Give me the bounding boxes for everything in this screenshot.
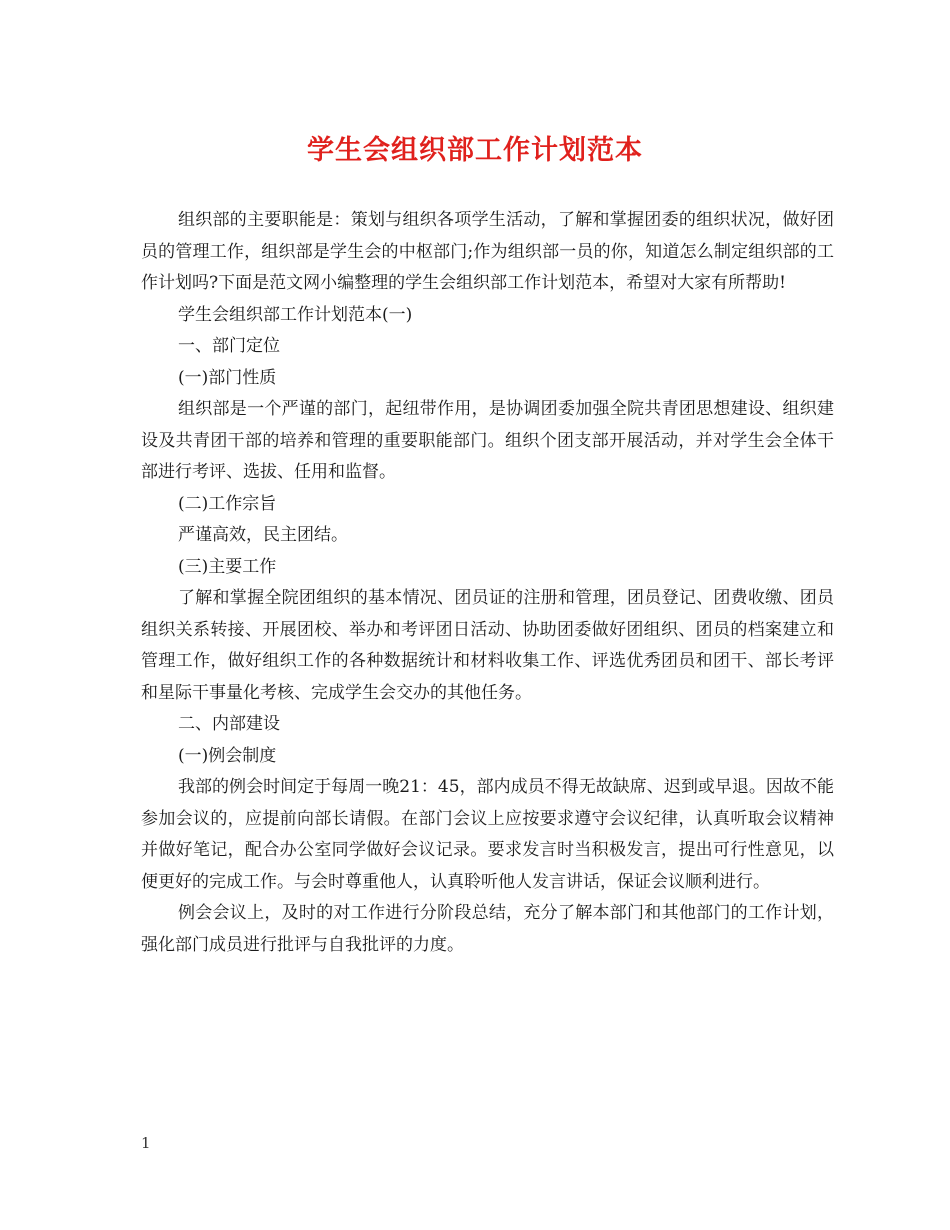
paragraph-meeting-summary: 例会会议上，及时的对工作进行分阶段总结，充分了解本部门和其他部门的工作计划，强化部门成员进行批评与自我批评的力度。 bbox=[141, 903, 834, 955]
heading-subsection-1-1: (一)部门性质 bbox=[178, 367, 277, 388]
paragraph-subtitle: 学生会组织部工作计划范本(一) bbox=[178, 304, 413, 325]
page-number: 1 bbox=[141, 1134, 151, 1152]
heading-subsection-1-3: (三)主要工作 bbox=[178, 556, 277, 577]
heading-subsection-2-1: (一)例会制度 bbox=[178, 745, 277, 766]
heading-section-2: 二、内部建设 bbox=[178, 714, 280, 734]
paragraph-meeting-rules: 我部的例会时间定于每周一晚21：45，部内成员不得无故缺席、迟到或早退。因故不能参加会议的，应提前向部长请假。在部门会议上应按要求遵守会议纪律，认真听取会议精神并做好笔记，配合办公室同学做好会议记录。要求发言时当积极发言，提出可行性意见，以便更好的完成工作。与会时尊重他人，认真聆听他人发言讲话，保证会议顺利进行。 bbox=[141, 777, 834, 892]
paragraph-intro: 组织部的主要职能是：策划与组织各项学生活动，了解和掌握团委的组织状况，做好团员的管理工作，组织部是学生会的中枢部门;作为组织部一员的你，知道怎么制定组织部的工作计划吗?下面是范文网小编整理的学生会组织部工作计划范本，希望对大家有所帮助! bbox=[141, 210, 834, 293]
heading-subsection-1-2: (二)工作宗旨 bbox=[178, 493, 277, 514]
document-title: 学生会组织部工作计划范本 bbox=[307, 135, 643, 166]
heading-section-1: 一、部门定位 bbox=[178, 336, 280, 356]
paragraph-work-purpose: 严谨高效，民主团结。 bbox=[178, 525, 348, 545]
document-body bbox=[141, 205, 834, 961]
paragraph-department-nature: 组织部是一个严谨的部门，起纽带作用，是协调团委加强全院共青团思想建设、组织建设及共青团干部的培养和管理的重要职能部门。组织个团支部开展活动，并对学生会全体干部进行考评、选拔、任用和监督。 bbox=[141, 399, 834, 482]
paragraph-main-work: 了解和掌握全院团组织的基本情况、团员证的注册和管理，团员登记、团费收缴、团员组织关系转接、开展团校、举办和考评团日活动、协助团委做好团组织、团员的档案建立和管理工作，做好组织工作的各种数据统计和材料收集工作、评选优秀团员和团干、部长考评和星际干事量化考核、完成学生会交办的其他任务。 bbox=[141, 588, 834, 703]
